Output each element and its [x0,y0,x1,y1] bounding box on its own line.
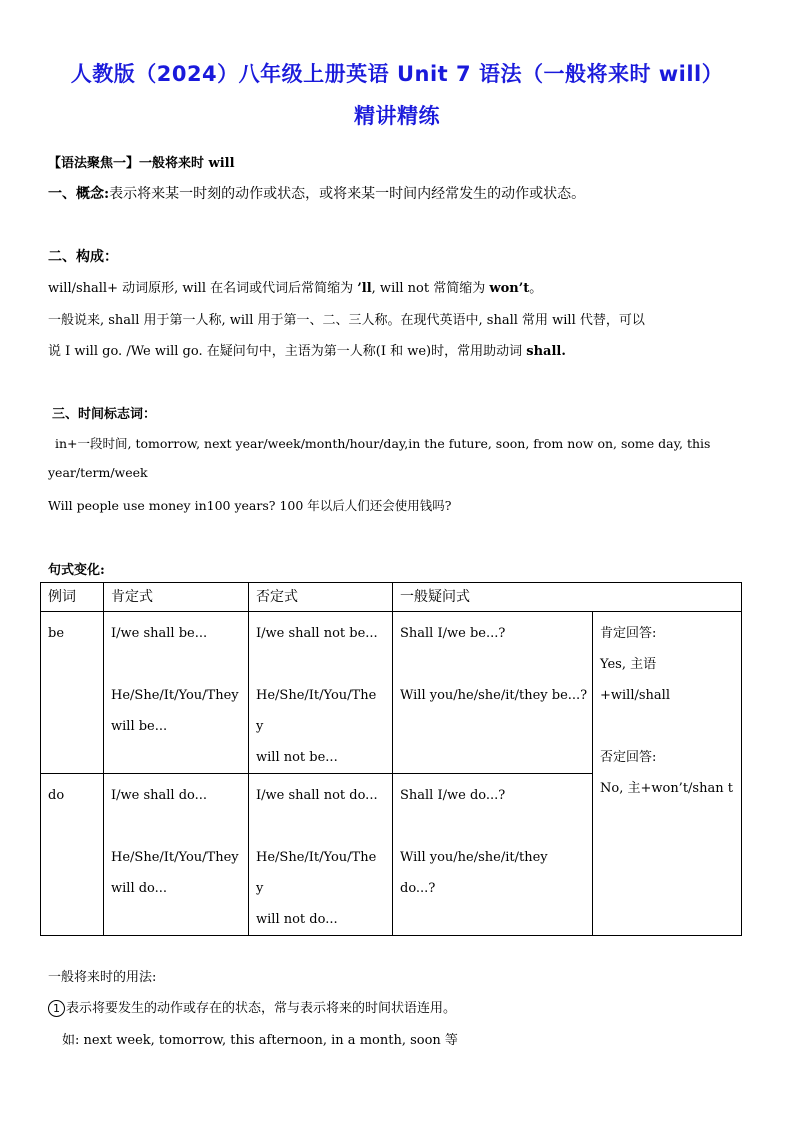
row-word: do [41,774,104,936]
header-negative: 否定式 [249,583,393,612]
concept-paragraph [48,183,585,203]
usage-heading: 一般将来时的用法: [48,970,157,985]
cell-text: will not be... [256,750,338,765]
row-affirmative [104,612,249,774]
answer-text [600,711,734,742]
structure-line-2: 一般说来, shall 用于第一人称, will 用于第一、二、三人称。在现代英语中, shall 常用 will 代替，可以 [48,313,645,328]
cell-text: I/we shall not be... [256,626,378,641]
cell-text [400,811,585,842]
row-word: be [41,612,104,774]
time-markers-heading: 三、时间标志词： [52,407,157,422]
answer-text: +will/shall [600,688,670,703]
time-markers-line-1: in+一段时间, tomorrow, next year/week/month/hour/day,in the future, soon, from now on, some day, this [55,436,711,451]
focus-heading: 【语法聚焦一】一般将来时 will [48,156,235,171]
cell-text: I/we shall not do... [256,788,378,803]
concept-text: 表示将来某一时刻的动作或状态，或将来某一时间内经常发生的动作或状态。 [109,186,586,202]
answer-text: No, 主+won’t/shan t [600,781,733,796]
answer-text: 否定回答: [600,750,657,765]
cell-text: will be... [111,719,168,734]
header-example-word: 例词 [41,583,104,612]
row-affirmative [104,774,249,936]
usage-item-1-example: 如: next week, tomorrow, this afternoon, in a month, soon 等 [62,1033,458,1048]
time-markers-example: Will people use money in100 years? 100 年以后人们还会使用钱吗? [48,498,452,513]
answer-cell [593,612,742,936]
cell-text: will not do... [256,912,338,927]
cell-text: y [256,719,264,734]
sentence-change-heading: 句式变化: [48,563,105,578]
row-question [393,612,593,774]
structure-text-a: will/shall+ 动词原形, will 在名词或代词后常简缩为 [48,281,354,296]
answer-text: Yes, 主语 [600,657,657,672]
header-question: 一般疑问式 [393,583,742,612]
row-negative [249,774,393,936]
cell-text: He/She/It/You/The [256,850,377,865]
cell-text [400,649,585,680]
cell-text: do...? [400,881,436,896]
answer-text: 肯定回答: [600,626,657,641]
structure-text-c: , will not 常简缩为 [371,281,486,296]
cell-text: Will you/he/she/it/they [400,850,548,865]
cell-text: y [256,881,264,896]
cell-text [256,811,385,842]
cell-text: I/we shall do... [111,788,208,803]
cell-text: He/She/It/You/The [256,688,377,703]
cell-text: Shall I/we be...? [400,626,506,641]
table-row [41,612,742,774]
structure-line-3-text: 说 I will go. /We will go. 在疑问句中，主语为第一人称(I 和 we)时，常用助动词 [48,344,523,359]
structure-text-e: 。 [529,281,543,296]
usage-item-text: 表示将要发生的动作或存在的状态，常与表示将来的时间状语连用。 [66,1001,457,1016]
structure-heading: 二、构成： [48,249,118,265]
time-markers-line-2: year/term/week [48,465,148,480]
cell-text [256,649,385,680]
cell-text: will do... [111,881,168,896]
usage-item-1 [48,997,456,1017]
structure-shall: shall. [526,344,566,359]
structure-line-3 [48,340,566,359]
cell-text: Shall I/we do...? [400,788,506,803]
cell-text: He/She/It/You/They [111,850,239,865]
document-title: 人教版（2024）八年级上册英语 Unit 7 语法（一般将来时 will） [70,62,724,86]
cell-text [111,811,241,842]
table-header-row [41,583,742,612]
structure-line-1 [48,277,542,296]
document-subtitle: 精讲精练 [354,104,440,128]
cell-text: He/She/It/You/They [111,688,239,703]
cell-text: I/we shall be... [111,626,208,641]
structure-contraction-ll: ’ll [357,281,372,296]
header-affirmative: 肯定式 [104,583,249,612]
concept-label: 一、概念: [48,186,110,202]
cell-text: Will you/he/she/it/they be...? [400,688,588,703]
row-negative [249,612,393,774]
structure-contraction-wont: won’t [489,281,530,296]
cell-text [111,649,241,680]
row-question [393,774,593,936]
usage-item-number: 1 [48,1000,65,1017]
sentence-change-table [40,582,742,936]
